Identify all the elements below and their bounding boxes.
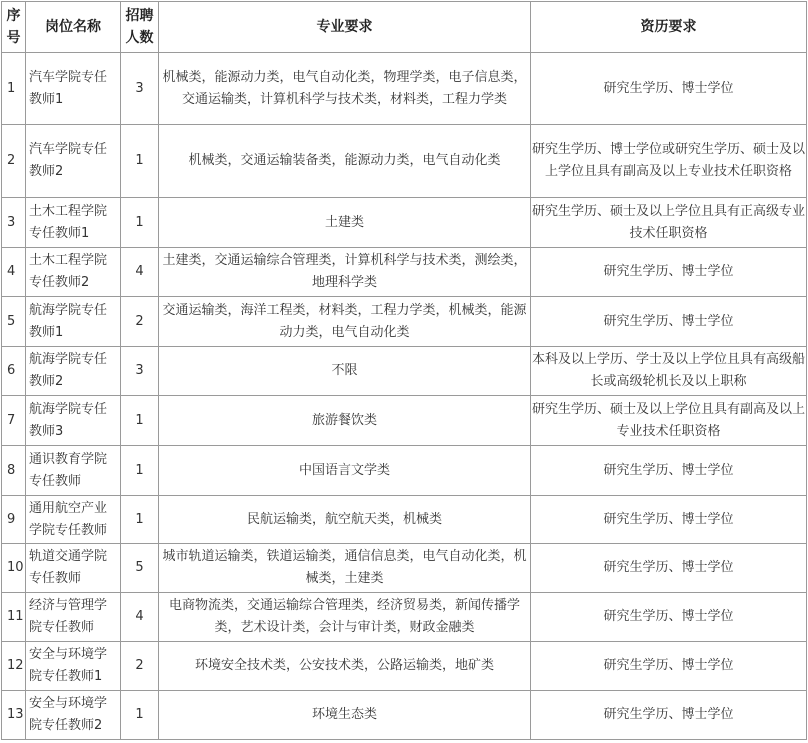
- recruitment-table: [1, 1, 807, 740]
- table-row: [2, 297, 807, 347]
- cell-position: 安全与环境学院专任教师2: [26, 691, 121, 740]
- table-row: [2, 125, 807, 198]
- table-row: [2, 642, 807, 691]
- cell-position: 通用航空产业学院专任教师: [26, 496, 121, 544]
- table-row: [2, 544, 807, 593]
- cell-major: 土建类: [159, 198, 531, 248]
- table-row: [2, 396, 807, 446]
- cell-education: 研究生学历、博士学位: [531, 248, 807, 297]
- table-row: [2, 248, 807, 297]
- cell-position: 安全与环境学院专任教师1: [26, 642, 121, 691]
- table-row: [2, 691, 807, 740]
- cell-count: 4: [121, 593, 159, 642]
- cell-major: 环境安全技术类，公安技术类，公路运输类，地矿类: [159, 642, 531, 691]
- cell-education: 研究生学历、博士学位: [531, 496, 807, 544]
- cell-education: 研究生学历、博士学位或研究生学历、硕士及以上学位且具有副高及以上专业技术任职资格: [531, 125, 807, 198]
- header-count: 招聘人数: [121, 2, 159, 53]
- cell-count: 5: [121, 544, 159, 593]
- cell-no: 13: [2, 691, 26, 740]
- cell-education: 本科及以上学历、学士及以上学位且具有高级船长或高级轮机长及以上职称: [531, 347, 807, 396]
- cell-count: 1: [121, 446, 159, 496]
- cell-major: 机械类，交通运输装备类，能源动力类，电气自动化类: [159, 125, 531, 198]
- table-row: [2, 53, 807, 125]
- cell-major: 旅游餐饮类: [159, 396, 531, 446]
- cell-no: 10: [2, 544, 26, 593]
- cell-education: 研究生学历、博士学位: [531, 691, 807, 740]
- cell-count: 3: [121, 53, 159, 125]
- cell-major: 城市轨道运输类，铁道运输类，通信信息类，电气自动化类，机械类，土建类: [159, 544, 531, 593]
- cell-no: 5: [2, 297, 26, 347]
- cell-position: 航海学院专任教师2: [26, 347, 121, 396]
- cell-position: 土木工程学院专任教师2: [26, 248, 121, 297]
- cell-count: 1: [121, 198, 159, 248]
- cell-position: 汽车学院专任教师1: [26, 53, 121, 125]
- cell-no: 12: [2, 642, 26, 691]
- cell-major: 机械类，能源动力类，电气自动化类，物理学类，电子信息类，交通运输类，计算机科学与技术类，材料类，工程力学类: [159, 53, 531, 125]
- cell-no: 11: [2, 593, 26, 642]
- cell-major: 交通运输类，海洋工程类，材料类，工程力学类，机械类，能源动力类，电气自动化类: [159, 297, 531, 347]
- cell-no: 2: [2, 125, 26, 198]
- cell-education: 研究生学历、博士学位: [531, 593, 807, 642]
- header-position: 岗位名称: [26, 2, 121, 53]
- cell-position: 汽车学院专任教师2: [26, 125, 121, 198]
- header-no: 序号: [2, 2, 26, 53]
- cell-count: 2: [121, 297, 159, 347]
- cell-no: 6: [2, 347, 26, 396]
- cell-count: 1: [121, 496, 159, 544]
- cell-education: 研究生学历、博士学位: [531, 642, 807, 691]
- header-row: [2, 2, 807, 53]
- cell-major: 不限: [159, 347, 531, 396]
- table-row: [2, 198, 807, 248]
- cell-count: 3: [121, 347, 159, 396]
- cell-count: 1: [121, 396, 159, 446]
- cell-position: 轨道交通学院专任教师: [26, 544, 121, 593]
- cell-position: 航海学院专任教师3: [26, 396, 121, 446]
- cell-no: 1: [2, 53, 26, 125]
- cell-education: 研究生学历、硕士及以上学位且具有副高及以上专业技术任职资格: [531, 396, 807, 446]
- table-row: [2, 496, 807, 544]
- cell-no: 4: [2, 248, 26, 297]
- cell-position: 土木工程学院专任教师1: [26, 198, 121, 248]
- cell-education: 研究生学历、博士学位: [531, 544, 807, 593]
- cell-count: 1: [121, 691, 159, 740]
- header-major: 专业要求: [159, 2, 531, 53]
- cell-position: 航海学院专任教师1: [26, 297, 121, 347]
- table-row: [2, 446, 807, 496]
- cell-position: 通识教育学院专任教师: [26, 446, 121, 496]
- cell-major: 民航运输类，航空航天类，机械类: [159, 496, 531, 544]
- cell-no: 7: [2, 396, 26, 446]
- cell-position: 经济与管理学院专任教师: [26, 593, 121, 642]
- header-education: 资历要求: [531, 2, 807, 53]
- cell-education: 研究生学历、博士学位: [531, 53, 807, 125]
- cell-no: 9: [2, 496, 26, 544]
- cell-count: 1: [121, 125, 159, 198]
- cell-count: 4: [121, 248, 159, 297]
- cell-major: 中国语言文学类: [159, 446, 531, 496]
- cell-education: 研究生学历、硕士及以上学位且具有正高级专业技术任职资格: [531, 198, 807, 248]
- cell-no: 8: [2, 446, 26, 496]
- cell-major: 电商物流类，交通运输综合管理类，经济贸易类，新闻传播学类，艺术设计类，会计与审计类，财政金融类: [159, 593, 531, 642]
- table-row: [2, 347, 807, 396]
- table-row: [2, 593, 807, 642]
- cell-count: 2: [121, 642, 159, 691]
- cell-major: 环境生态类: [159, 691, 531, 740]
- cell-no: 3: [2, 198, 26, 248]
- cell-education: 研究生学历、博士学位: [531, 297, 807, 347]
- cell-major: 土建类，交通运输综合管理类，计算机科学与技术类，测绘类，地理科学类: [159, 248, 531, 297]
- cell-education: 研究生学历、博士学位: [531, 446, 807, 496]
